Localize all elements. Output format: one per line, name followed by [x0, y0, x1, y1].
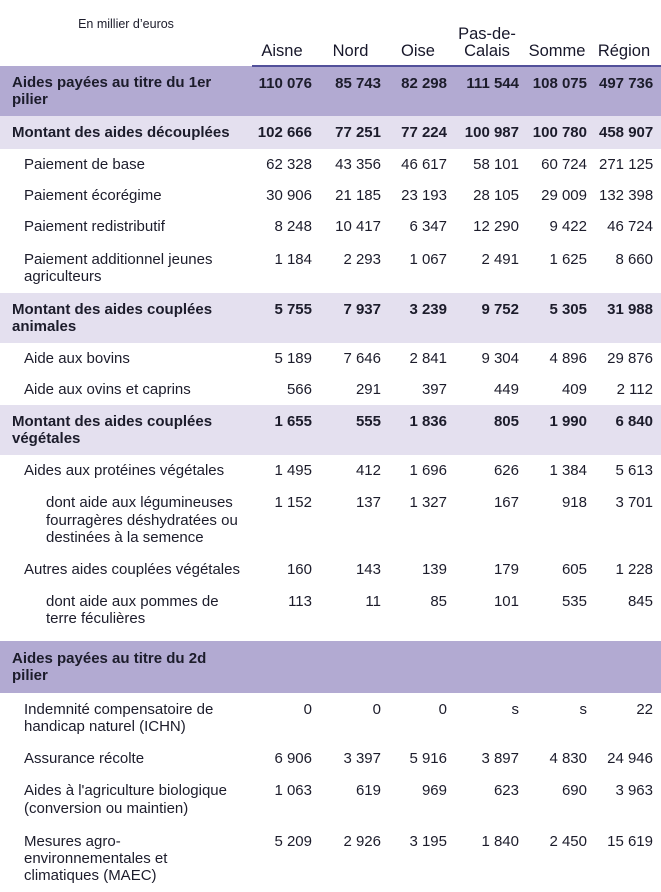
cell-aides-1er-pilier-pdc: 111 544 — [455, 66, 527, 116]
cell-aide-aux-ovins-caprins-somme: 409 — [527, 374, 595, 405]
cell-aides-agriculture-biologique-nord: 619 — [320, 774, 389, 824]
column-header-aisne — [252, 0, 320, 66]
cell-paiement-redistributif-region: 46 724 — [595, 211, 661, 242]
cell-aides-decouplees-aisne: 102 666 — [252, 116, 320, 149]
row-label-aides-agriculture-biologique: Aides à l'agriculture biologique (conversion ou maintien) — [0, 774, 252, 824]
cell-dont-legumineuses-fourrageres-aisne: 1 152 — [252, 486, 320, 553]
cell-dont-pommes-de-terre-feculieres-somme: 535 — [527, 585, 595, 635]
cell-dont-legumineuses-fourrageres-region: 3 701 — [595, 486, 661, 553]
row-label-paiement-redistributif: Paiement redistributif — [0, 211, 252, 242]
cell-aides-couplees-animales-region: 31 988 — [595, 293, 661, 343]
cell-assurance-recolte-somme: 4 830 — [527, 743, 595, 774]
row-label-paiement-ecoregime: Paiement écorégime — [0, 180, 252, 211]
cell-assurance-recolte-aisne: 6 906 — [252, 743, 320, 774]
cell-ichn-aisne: 0 — [252, 693, 320, 743]
row-label-aide-aux-bovins: Aide aux bovins — [0, 343, 252, 374]
cell-paiement-ecoregime-region: 132 398 — [595, 180, 661, 211]
cell-aides-couplees-animales-oise: 3 239 — [389, 293, 455, 343]
cell-maec-pdc: 1 840 — [455, 825, 527, 892]
cell-aides-couplees-vegetales-pdc: 805 — [455, 405, 527, 455]
cell-aides-2d-pilier-oise — [389, 641, 455, 693]
cell-maec-oise: 3 195 — [389, 825, 455, 892]
cell-aides-1er-pilier-aisne: 110 076 — [252, 66, 320, 116]
cell-paiement-ecoregime-pdc: 28 105 — [455, 180, 527, 211]
cell-aides-agriculture-biologique-aisne: 1 063 — [252, 774, 320, 824]
cell-aides-proteines-vegetales-somme: 1 384 — [527, 455, 595, 486]
cell-autres-aides-couplees-vegetales-pdc: 179 — [455, 554, 527, 585]
cell-aides-agriculture-biologique-pdc: 623 — [455, 774, 527, 824]
row-label-aides-1er-pilier: Aides payées au titre du 1er pilier — [0, 66, 252, 116]
column-header-oise — [389, 0, 455, 66]
table-row — [0, 211, 661, 242]
cell-dont-pommes-de-terre-feculieres-pdc: 101 — [455, 585, 527, 635]
table-row — [0, 293, 661, 343]
cell-assurance-recolte-oise: 5 916 — [389, 743, 455, 774]
cell-paiement-de-base-somme: 60 724 — [527, 149, 595, 180]
cell-aides-2d-pilier-nord — [320, 641, 389, 693]
cell-aides-couplees-animales-pdc: 9 752 — [455, 293, 527, 343]
table-row — [0, 825, 661, 892]
cell-paiement-additionnel-jeunes-nord: 2 293 — [320, 243, 389, 293]
cell-ichn-nord: 0 — [320, 693, 389, 743]
table-body — [0, 66, 661, 892]
cell-dont-pommes-de-terre-feculieres-aisne: 113 — [252, 585, 320, 635]
cell-paiement-ecoregime-somme: 29 009 — [527, 180, 595, 211]
table-row — [0, 774, 661, 824]
cell-maec-nord: 2 926 — [320, 825, 389, 892]
table-row — [0, 149, 661, 180]
row-label-paiement-de-base: Paiement de base — [0, 149, 252, 180]
cell-ichn-region: 22 — [595, 693, 661, 743]
row-label-aides-proteines-vegetales: Aides aux protéines végétales — [0, 455, 252, 486]
table-row — [0, 641, 661, 693]
row-label-aides-couplees-vegetales: Montant des aides couplées végétales — [0, 405, 252, 455]
cell-aides-2d-pilier-aisne — [252, 641, 320, 693]
cell-aides-agriculture-biologique-region: 3 963 — [595, 774, 661, 824]
cell-aides-couplees-animales-somme: 5 305 — [527, 293, 595, 343]
cell-aides-couplees-animales-nord: 7 937 — [320, 293, 389, 343]
cell-aide-aux-ovins-caprins-region: 2 112 — [595, 374, 661, 405]
row-label-aides-couplees-animales: Montant des aides couplées animales — [0, 293, 252, 343]
row-label-dont-pommes-de-terre-feculieres: dont aide aux pommes de terre féculières — [0, 585, 252, 635]
row-label-ichn: Indemnité compensatoire de handicap naturel (ICHN) — [0, 693, 252, 743]
cell-paiement-de-base-pdc: 58 101 — [455, 149, 527, 180]
cell-aides-couplees-vegetales-region: 6 840 — [595, 405, 661, 455]
cell-aides-proteines-vegetales-nord: 412 — [320, 455, 389, 486]
row-label-maec: Mesures agro-environnementales et climatiques (MAEC) — [0, 825, 252, 892]
column-header-somme — [527, 0, 595, 66]
cell-aides-decouplees-somme: 100 780 — [527, 116, 595, 149]
cell-aides-agriculture-biologique-oise: 969 — [389, 774, 455, 824]
cell-ichn-pdc: s — [455, 693, 527, 743]
cell-dont-legumineuses-fourrageres-nord: 137 — [320, 486, 389, 553]
table-row — [0, 243, 661, 293]
cell-paiement-redistributif-nord: 10 417 — [320, 211, 389, 242]
cell-aide-aux-bovins-nord: 7 646 — [320, 343, 389, 374]
cell-aides-proteines-vegetales-oise: 1 696 — [389, 455, 455, 486]
cell-aides-decouplees-oise: 77 224 — [389, 116, 455, 149]
cell-autres-aides-couplees-vegetales-nord: 143 — [320, 554, 389, 585]
cell-aide-aux-bovins-aisne: 5 189 — [252, 343, 320, 374]
cell-aide-aux-bovins-oise: 2 841 — [389, 343, 455, 374]
cell-aides-1er-pilier-oise: 82 298 — [389, 66, 455, 116]
cell-aides-couplees-animales-aisne: 5 755 — [252, 293, 320, 343]
cell-paiement-redistributif-aisne: 8 248 — [252, 211, 320, 242]
cell-paiement-redistributif-somme: 9 422 — [527, 211, 595, 242]
cell-paiement-redistributif-pdc: 12 290 — [455, 211, 527, 242]
row-label-aides-2d-pilier: Aides payées au titre du 2d pilier — [0, 641, 252, 693]
cell-maec-aisne: 5 209 — [252, 825, 320, 892]
cell-autres-aides-couplees-vegetales-aisne: 160 — [252, 554, 320, 585]
cell-aides-couplees-vegetales-somme: 1 990 — [527, 405, 595, 455]
cell-dont-legumineuses-fourrageres-pdc: 167 — [455, 486, 527, 553]
cell-assurance-recolte-region: 24 946 — [595, 743, 661, 774]
cell-aides-2d-pilier-somme — [527, 641, 595, 693]
cell-aides-proteines-vegetales-pdc: 626 — [455, 455, 527, 486]
cell-aide-aux-ovins-caprins-aisne: 566 — [252, 374, 320, 405]
table-header — [0, 0, 661, 66]
table-row — [0, 693, 661, 743]
cell-autres-aides-couplees-vegetales-oise: 139 — [389, 554, 455, 585]
column-header-pas-de-calais — [455, 0, 527, 66]
header-row — [0, 0, 661, 66]
cell-aides-proteines-vegetales-region: 5 613 — [595, 455, 661, 486]
cell-paiement-de-base-aisne: 62 328 — [252, 149, 320, 180]
cell-aide-aux-bovins-pdc: 9 304 — [455, 343, 527, 374]
cell-autres-aides-couplees-vegetales-somme: 605 — [527, 554, 595, 585]
table-row — [0, 455, 661, 486]
cell-aides-couplees-vegetales-oise: 1 836 — [389, 405, 455, 455]
cell-aides-1er-pilier-somme: 108 075 — [527, 66, 595, 116]
table-row — [0, 374, 661, 405]
cell-maec-somme: 2 450 — [527, 825, 595, 892]
cell-paiement-ecoregime-nord: 21 185 — [320, 180, 389, 211]
cell-aide-aux-ovins-caprins-nord: 291 — [320, 374, 389, 405]
cell-aide-aux-bovins-region: 29 876 — [595, 343, 661, 374]
cell-aides-1er-pilier-region: 497 736 — [595, 66, 661, 116]
cell-paiement-additionnel-jeunes-region: 8 660 — [595, 243, 661, 293]
table-row — [0, 554, 661, 585]
table-row — [0, 585, 661, 635]
cell-paiement-additionnel-jeunes-aisne: 1 184 — [252, 243, 320, 293]
cell-aides-2d-pilier-region — [595, 641, 661, 693]
table-row — [0, 66, 661, 116]
table-row — [0, 180, 661, 211]
cell-dont-legumineuses-fourrageres-somme: 918 — [527, 486, 595, 553]
cell-assurance-recolte-nord: 3 397 — [320, 743, 389, 774]
cell-paiement-de-base-nord: 43 356 — [320, 149, 389, 180]
row-label-autres-aides-couplees-vegetales: Autres aides couplées végétales — [0, 554, 252, 585]
cell-aides-couplees-vegetales-nord: 555 — [320, 405, 389, 455]
cell-aides-agriculture-biologique-somme: 690 — [527, 774, 595, 824]
column-header-somme-label: Somme — [528, 41, 586, 60]
cell-aides-decouplees-nord: 77 251 — [320, 116, 389, 149]
cell-aide-aux-bovins-somme: 4 896 — [527, 343, 595, 374]
row-label-aide-aux-ovins-caprins: Aide aux ovins et caprins — [0, 374, 252, 405]
column-header-region-label: Région — [597, 41, 651, 60]
table-row — [0, 116, 661, 149]
cell-paiement-ecoregime-oise: 23 193 — [389, 180, 455, 211]
cell-aides-decouplees-region: 458 907 — [595, 116, 661, 149]
cell-dont-pommes-de-terre-feculieres-oise: 85 — [389, 585, 455, 635]
cell-paiement-additionnel-jeunes-pdc: 2 491 — [455, 243, 527, 293]
table-row — [0, 743, 661, 774]
cell-paiement-additionnel-jeunes-oise: 1 067 — [389, 243, 455, 293]
column-header-nord-label: Nord — [332, 41, 369, 60]
table-row — [0, 343, 661, 374]
cell-autres-aides-couplees-vegetales-region: 1 228 — [595, 554, 661, 585]
row-label-dont-legumineuses-fourrageres: dont aide aux légumineuses fourragères déshydratées ou destinées à la semence — [0, 486, 252, 553]
cell-aides-1er-pilier-nord: 85 743 — [320, 66, 389, 116]
column-header-region — [595, 0, 661, 66]
cell-paiement-additionnel-jeunes-somme: 1 625 — [527, 243, 595, 293]
cell-paiement-de-base-region: 271 125 — [595, 149, 661, 180]
column-header-pas-de-calais-line2: Calais — [464, 41, 510, 60]
cell-ichn-somme: s — [527, 693, 595, 743]
column-header-nord — [320, 0, 389, 66]
table-row — [0, 405, 661, 455]
cell-dont-legumineuses-fourrageres-oise: 1 327 — [389, 486, 455, 553]
cell-aides-proteines-vegetales-aisne: 1 495 — [252, 455, 320, 486]
table-caption: En millier d’euros — [78, 17, 174, 31]
table-row — [0, 486, 661, 553]
cell-maec-region: 15 619 — [595, 825, 661, 892]
row-label-assurance-recolte: Assurance récolte — [0, 743, 252, 774]
cell-aides-2d-pilier-pdc — [455, 641, 527, 693]
cell-paiement-redistributif-oise: 6 347 — [389, 211, 455, 242]
cell-aides-couplees-vegetales-aisne: 1 655 — [252, 405, 320, 455]
cell-dont-pommes-de-terre-feculieres-nord: 11 — [320, 585, 389, 635]
column-header-oise-label: Oise — [401, 41, 435, 60]
cell-paiement-ecoregime-aisne: 30 906 — [252, 180, 320, 211]
cell-assurance-recolte-pdc: 3 897 — [455, 743, 527, 774]
cell-aide-aux-ovins-caprins-pdc: 449 — [455, 374, 527, 405]
row-label-paiement-additionnel-jeunes: Paiement additionnel jeunes agriculteurs — [0, 243, 252, 293]
cell-ichn-oise: 0 — [389, 693, 455, 743]
cell-aides-decouplees-pdc: 100 987 — [455, 116, 527, 149]
column-header-pas-de-calais-line1: Pas-de- — [458, 24, 516, 43]
cell-dont-pommes-de-terre-feculieres-region: 845 — [595, 585, 661, 635]
cell-paiement-de-base-oise: 46 617 — [389, 149, 455, 180]
cell-aide-aux-ovins-caprins-oise: 397 — [389, 374, 455, 405]
column-header-aisne-label: Aisne — [261, 41, 303, 60]
row-label-aides-decouplees: Montant des aides découplées — [0, 116, 252, 149]
